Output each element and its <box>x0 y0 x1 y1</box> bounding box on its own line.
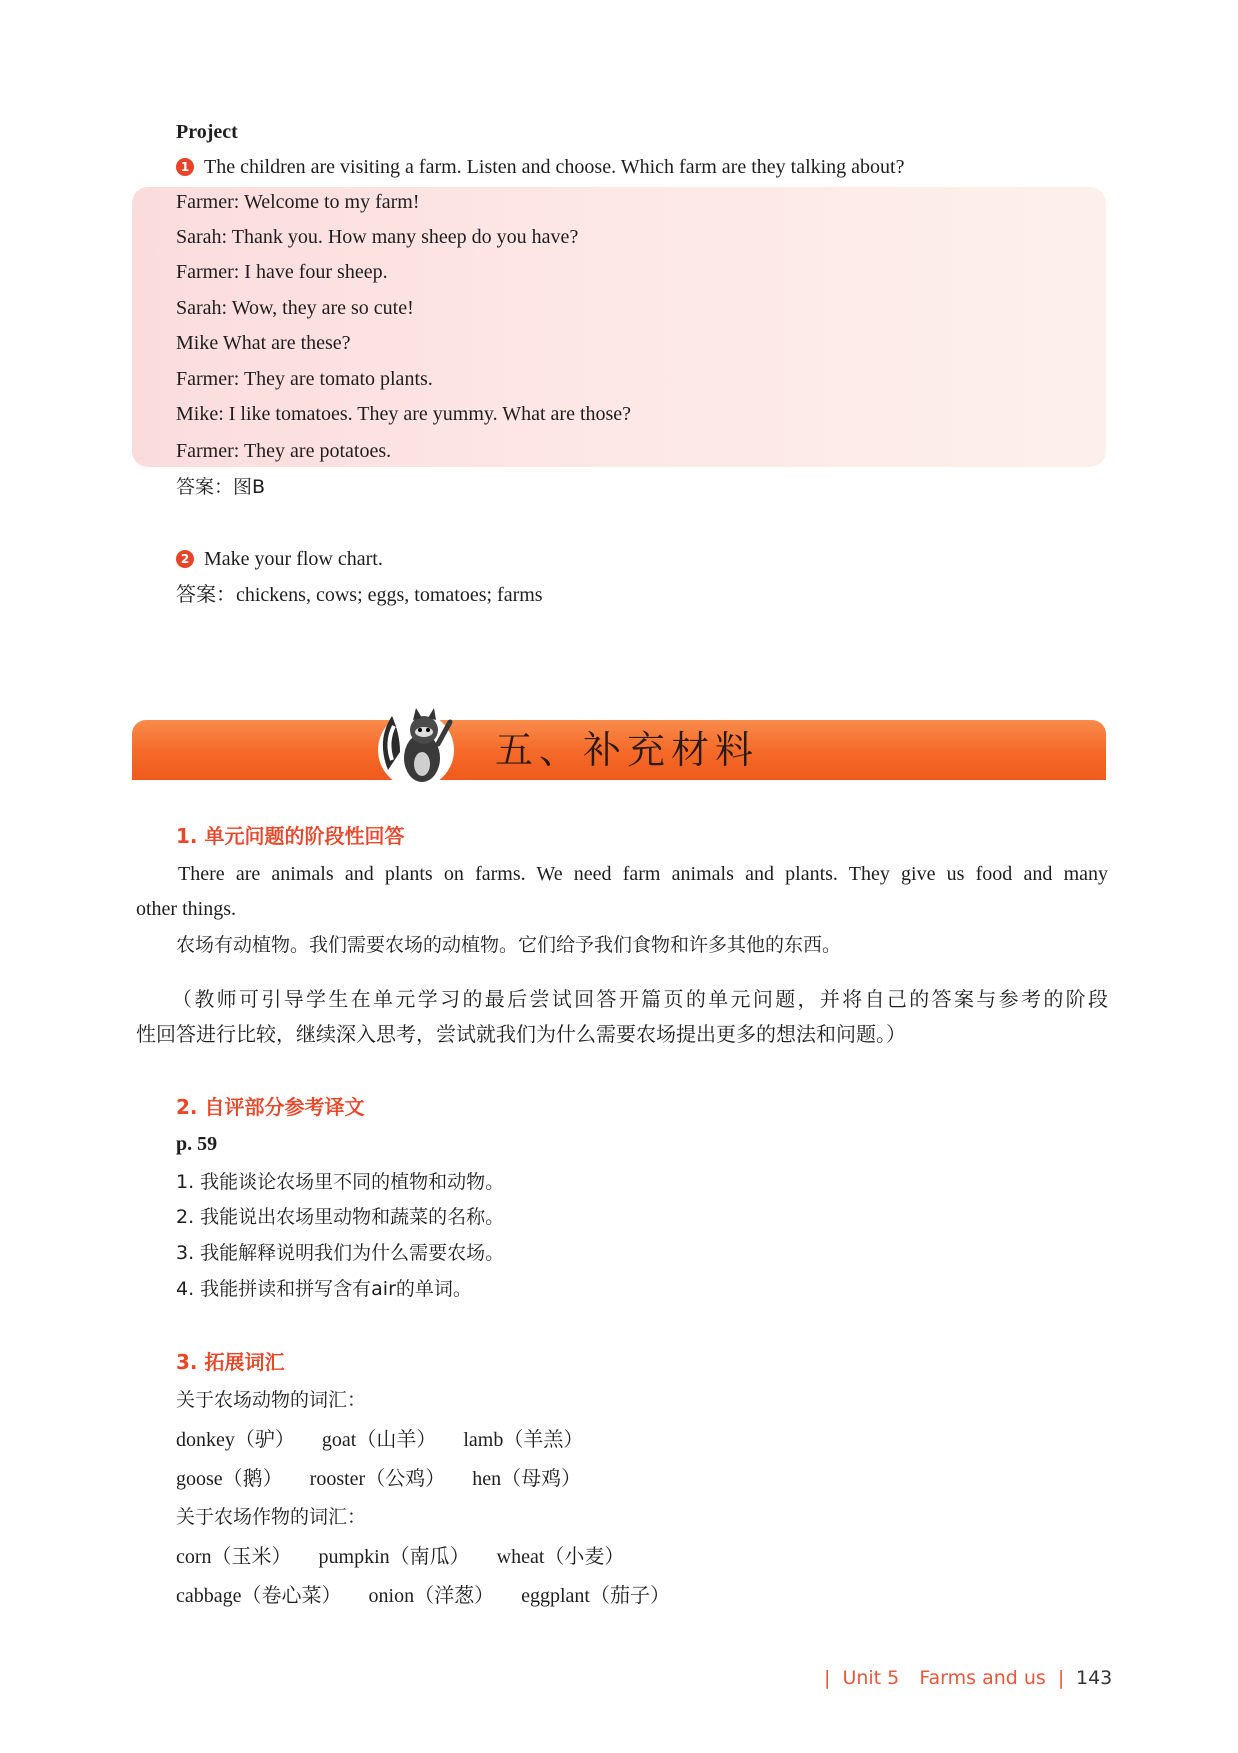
vocab-item: goose（鹅） <box>176 1468 283 1490</box>
question-1-text: The children are visiting a farm. Listen and choose. Which farm are they talking about? <box>204 156 905 178</box>
vocab-item: rooster（公鸡） <box>309 1468 446 1490</box>
vocab-item: corn（玉米） <box>176 1546 292 1568</box>
footer-unit: Unit 5 <box>842 1667 900 1689</box>
question-2 <box>176 545 383 573</box>
project-heading: Project <box>176 121 238 143</box>
vocab-item: goat（山羊） <box>321 1429 437 1451</box>
answer-1: 答案：图B <box>176 476 266 498</box>
raccoon-mascot-icon <box>370 700 462 790</box>
crop-vocab-title: 关于农场作物的词汇： <box>176 1506 367 1528</box>
vocab-item: wheat（小麦） <box>496 1546 625 1568</box>
question-1 <box>176 153 905 181</box>
vocab-item: lamb（羊羔） <box>463 1429 584 1451</box>
dialog-line: Mike: I like tomatoes. They are yummy. What are those? <box>176 403 632 425</box>
question-2-text: Make your flow chart. <box>204 548 383 570</box>
self-assessment-item: 2. 我能说出农场里动物和蔬菜的名称。 <box>176 1206 505 1228</box>
dialog-line: Farmer: I have four sheep. <box>176 261 388 283</box>
page-reference: p. 59 <box>176 1133 218 1155</box>
section-1-english-line-2: other things. <box>136 898 236 920</box>
section-1-chinese: 农场有动植物。我们需要农场的动植物。它们给予我们食物和许多其他的东西。 <box>176 934 842 956</box>
page-number: 143 <box>1076 1667 1113 1689</box>
answer-2: 答案：chickens, cows; eggs, tomatoes; farms <box>176 584 543 606</box>
self-assessment-item: 4. 我能拼读和拼写含有air的单词。 <box>176 1278 472 1300</box>
vocab-row-animals-1 <box>176 1426 583 1454</box>
dialog-line: Mike What are these? <box>176 332 351 354</box>
section-3-heading: 3. 拓展词汇 <box>176 1350 285 1374</box>
vocab-row-crops-2 <box>176 1582 670 1610</box>
footer-title: Farms and us <box>919 1667 1046 1689</box>
banner-title: 五、补充材料 <box>495 728 760 772</box>
dialog-line: Farmer: They are potatoes. <box>176 440 392 462</box>
vocab-item: cabbage（卷心菜） <box>176 1585 342 1607</box>
self-assessment-item: 3. 我能解释说明我们为什么需要农场。 <box>176 1242 505 1264</box>
vocab-item: hen（母鸡） <box>472 1468 582 1490</box>
section-1-heading: 1. 单元问题的阶段性回答 <box>176 824 405 848</box>
vocab-item: eggplant（茄子） <box>521 1585 670 1607</box>
section-2-heading: 2. 自评部分参考译文 <box>176 1095 365 1119</box>
question-number-badge: 2 <box>176 550 194 568</box>
question-number-badge: 1 <box>176 158 194 176</box>
section-1-note-line-2: 性回答进行比较，继续深入思考，尝试就我们为什么需要农场提出更多的想法和问题。） <box>136 1022 906 1046</box>
dialog-line: Farmer: They are tomato plants. <box>176 368 433 390</box>
vocab-item: onion（洋葱） <box>368 1585 495 1607</box>
section-1-english-line-1: There are animals and plants on farms. We need farm animals and plants. They give us food and many <box>178 863 1108 885</box>
footer-divider: | <box>1057 1667 1065 1689</box>
dialog-line: Sarah: Wow, they are so cute! <box>176 297 414 319</box>
vocab-item: pumpkin（南瓜） <box>318 1546 470 1568</box>
section-1-note-line-1: （教师可引导学生在单元学习的最后尝试回答开篇页的单元问题，并将自己的答案与参考的阶段 <box>172 987 1108 1011</box>
vocab-row-crops-1 <box>176 1543 624 1571</box>
dialog-line: Sarah: Thank you. How many sheep do you have? <box>176 226 579 248</box>
footer-divider: | <box>824 1667 831 1689</box>
dialog-line: Farmer: Welcome to my farm! <box>176 191 420 213</box>
animal-vocab-title: 关于农场动物的词汇： <box>176 1389 367 1411</box>
running-footer <box>824 1667 1064 1689</box>
vocab-item: donkey（驴） <box>176 1429 295 1451</box>
vocab-row-animals-2 <box>176 1465 581 1493</box>
self-assessment-item: 1. 我能谈论农场里不同的植物和动物。 <box>176 1171 505 1193</box>
